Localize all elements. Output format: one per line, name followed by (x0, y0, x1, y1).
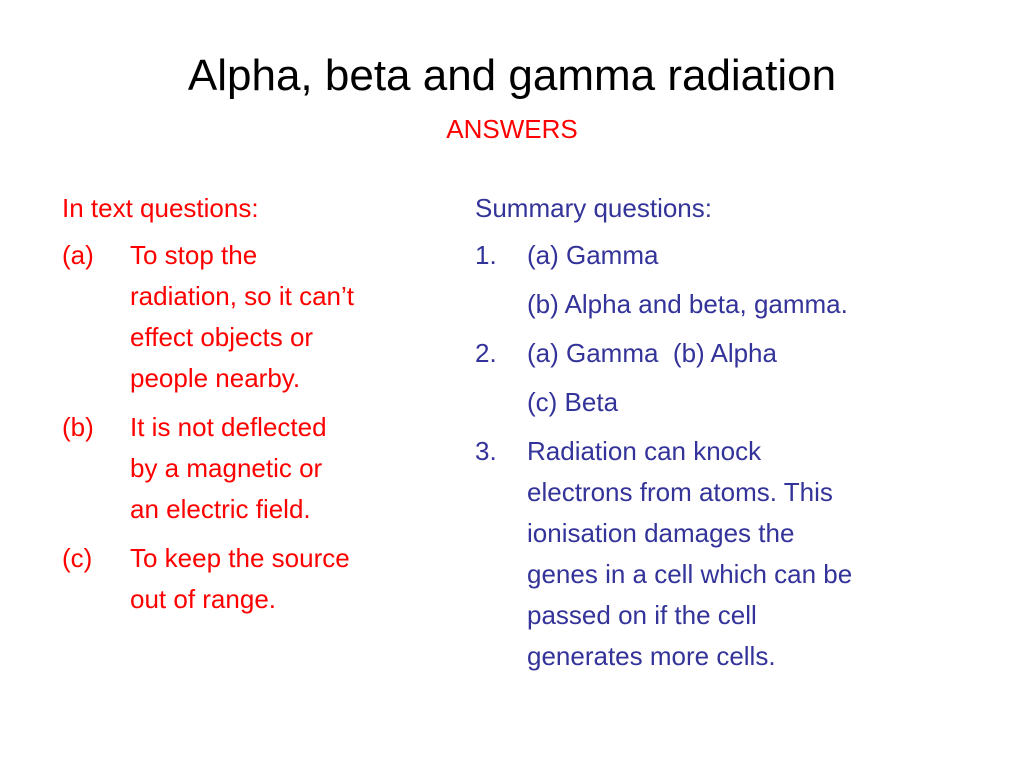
summary-item-3 (475, 431, 975, 677)
summary-text (527, 235, 975, 276)
slide-subtitle: ANSWERS (446, 114, 578, 144)
answer-item-b (62, 407, 442, 530)
answer-text (130, 407, 442, 530)
answer-item-c (62, 538, 442, 620)
summary-continuation: (b) Alpha and beta, gamma. (527, 289, 848, 319)
summary-line: generates more cells. (527, 641, 776, 671)
summary-item-1 (475, 235, 975, 276)
summary-line: (a) Gamma (b) Alpha (527, 338, 777, 368)
summary-line: Radiation can knock (527, 436, 762, 466)
answer-line: To keep the source (130, 543, 350, 573)
answer-text (130, 538, 442, 620)
answer-line: To stop the (130, 240, 258, 270)
summary-marker: 3. (475, 436, 497, 466)
answer-text (130, 235, 442, 399)
in-text-questions-heading: In text questions: (62, 193, 259, 223)
answer-line: out of range. (130, 584, 276, 614)
answer-marker: (c) (62, 543, 93, 573)
answer-line: radiation, so it can’t (130, 281, 355, 311)
answer-line: It is not deflected (130, 412, 327, 442)
summary-continuation: (c) Beta (527, 387, 619, 417)
in-text-questions-column (62, 188, 442, 628)
answer-line: an electric field. (130, 494, 311, 524)
summary-text (527, 431, 975, 677)
summary-line: passed on if the cell (527, 600, 757, 630)
summary-marker: 1. (475, 240, 497, 270)
summary-item-2 (475, 333, 975, 374)
answer-marker: (a) (62, 240, 94, 270)
summary-text (527, 333, 975, 374)
summary-marker: 2. (475, 338, 497, 368)
slide-title: Alpha, beta and gamma radiation (187, 51, 837, 100)
answer-marker: (b) (62, 412, 94, 442)
answer-item-a (62, 235, 442, 399)
summary-line: electrons from atoms. This (527, 477, 833, 507)
answer-line: effect objects or (130, 322, 314, 352)
summary-line: (a) Gamma (527, 240, 659, 270)
summary-questions-column (475, 188, 975, 685)
summary-line: genes in a cell which can be (527, 559, 853, 589)
answer-line: people nearby. (130, 363, 301, 393)
summary-questions-heading: Summary questions: (475, 193, 712, 223)
answer-line: by a magnetic or (130, 453, 323, 483)
summary-line: ionisation damages the (527, 518, 795, 548)
